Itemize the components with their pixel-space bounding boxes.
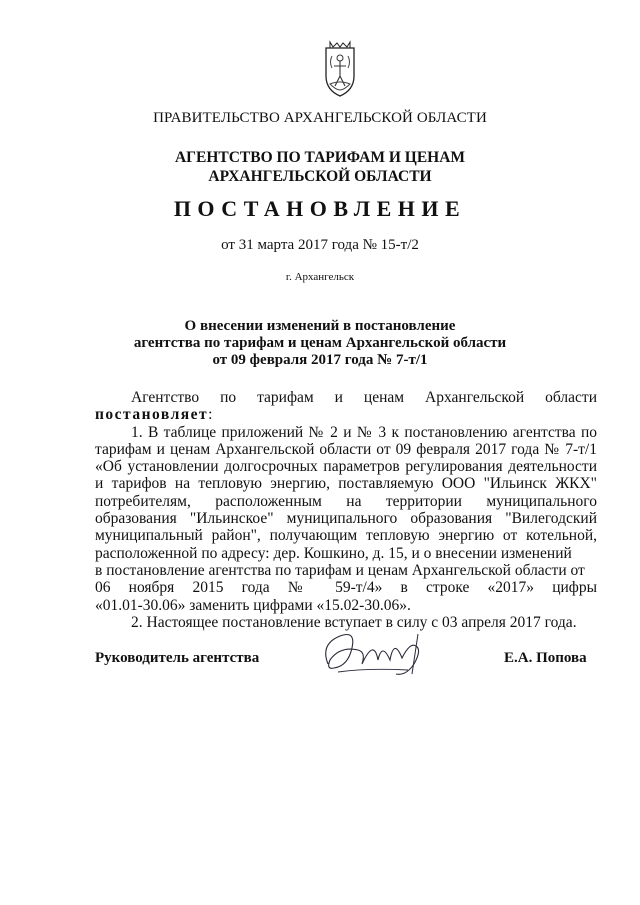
body-item-1-line: 06 ноября 2015 года № 59-т/4» в строке «2017» цифры <box>95 579 597 597</box>
body-item-1: 1. В таблице приложений № 2 и № 3 к постановлению агентства по тарифам и ценам Архангельской области от 09 февраля 2017 года № 7-т/1 «Об установлении долгосрочных параметров регулирования деятельности и тарифов на тепловую энергию, поставляемую ООО "Ильинск ЖКХ" потребителям, расположенным на территории муниципального образования "Ильинское" муниципального образования "Вилегодский муниципальный район", получающим тепловую энергию от котельной, расположенной по адресу: дер. Кошкино, д. 15, и о внесении изменений <box>95 423 597 562</box>
body-item-1-continuation: в постановление агентства по тарифам и ценам Архангельской области от <box>95 561 585 579</box>
agency-name <box>0 148 640 186</box>
intro-colon: : <box>208 406 213 424</box>
document-type: ПОСТАНОВЛЕНИЕ <box>173 196 467 221</box>
document-body <box>95 389 597 631</box>
agency-name-line1: АГЕНТСТВО ПО ТАРИФАМ И ЦЕНАМ <box>174 149 466 166</box>
signatory-title: Руководитель агентства <box>95 650 260 666</box>
body-intro <box>95 389 597 424</box>
subject-line3: от 09 февраля 2017 года № 7-т/1 <box>212 352 428 368</box>
body-item-1-end: «01.01-30.06» заменить цифрами «15.02-30.06». <box>95 596 411 614</box>
document-date-number: от 31 марта 2017 года № 15-т/2 <box>221 237 419 253</box>
document-subject <box>0 318 640 369</box>
government-name: ПРАВИТЕЛЬСТВО АРХАНГЕЛЬСКОЙ ОБЛАСТИ <box>153 110 487 126</box>
document-city: г. Архангельск <box>285 271 355 283</box>
subject-line2: агентства по тарифам и ценам Архангельской области <box>133 335 507 351</box>
subject-line1: О внесении изменений в постановление <box>184 318 456 334</box>
signatory-name: Е.А. Попова <box>504 650 587 666</box>
handwritten-signature <box>318 624 434 682</box>
intro-text: Агентство по тарифам и ценам Архангельской области <box>131 389 597 406</box>
body-item-2: 2. Настоящее постановление вступает в силу с 03 апреля 2017 года. <box>131 613 577 631</box>
intro-verb: постановляет <box>95 406 209 424</box>
coat-of-arms-emblem <box>318 40 362 100</box>
agency-name-line2: АРХАНГЕЛЬСКОЙ ОБЛАСТИ <box>208 168 432 185</box>
